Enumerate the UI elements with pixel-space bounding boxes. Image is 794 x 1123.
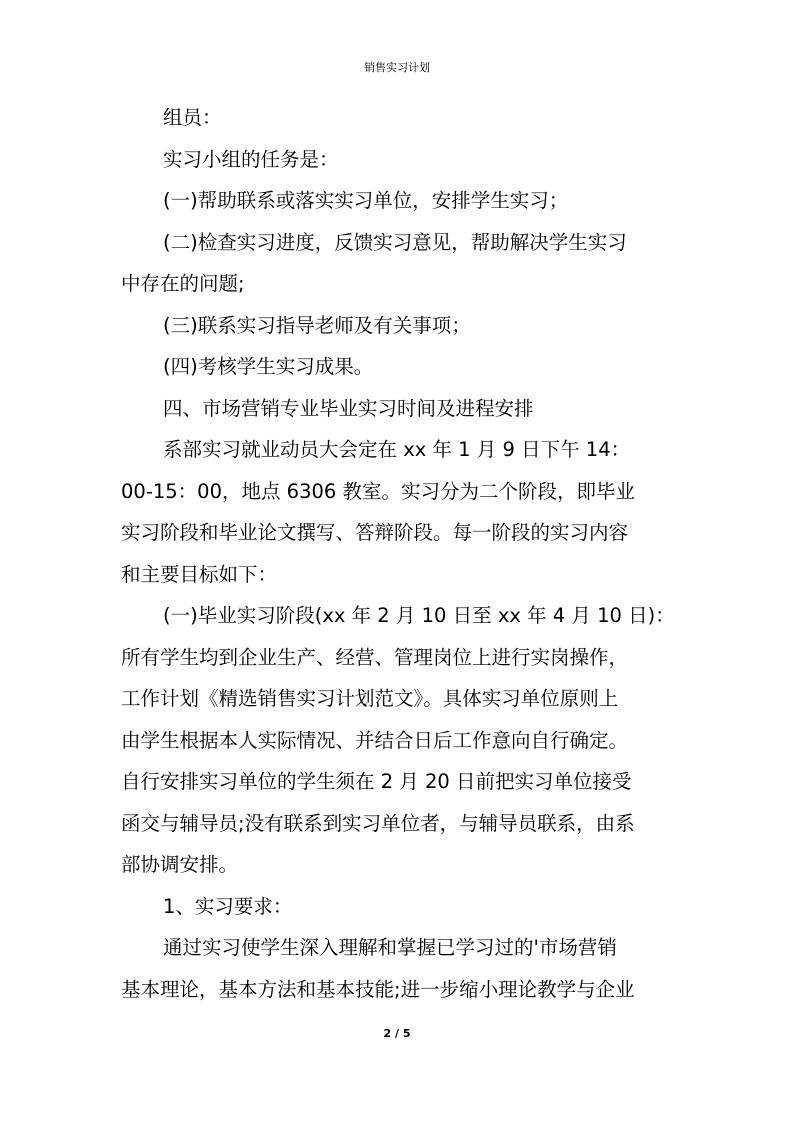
text-line: 系部实习就业动员大会定在 xx 年 1 月 9 日下午 14： xyxy=(163,438,631,461)
section-heading: 四、市场营销专业毕业实习时间及进程安排 xyxy=(163,396,534,420)
text-line: 部协调安排。 xyxy=(121,853,239,876)
text-line: (一)毕业实习阶段(xx 年 2 月 10 日至 xx 年 4 月 10 日)： xyxy=(163,604,675,627)
text-line: (一)帮助联系或落实实习单位，安排学生实习； xyxy=(163,189,569,212)
text-line: 和主要目标如下： xyxy=(121,562,278,586)
page-number: 2 / 5 xyxy=(383,1027,411,1040)
text-line: 所有学生均到企业生产、经营、管理岗位上进行实岗操作， xyxy=(121,645,629,669)
text-line: 中存在的问题; xyxy=(121,272,245,295)
text-line: 由学生根据本人实际情况、并结合日后工作意向自行确定。 xyxy=(121,728,629,752)
text-line: 基本理论，基本方法和基本技能;进一步缩小理论教学与企业 xyxy=(121,977,635,1001)
text-line: 通过实习使学生深入理解和掌握已学习过的'市场营销 xyxy=(163,936,617,959)
document-body xyxy=(121,97,681,1010)
text-line: 组员： xyxy=(163,106,222,129)
text-line: (三)联系实习指导老师及有关事项； xyxy=(163,313,471,337)
text-line: 工作计划《精选销售实习计划范文》。具体实习单位原则上 xyxy=(121,687,619,710)
text-line: 实习小组的任务是： xyxy=(163,147,339,171)
subsection-heading: 1、实习要求： xyxy=(163,894,293,918)
text-line: (二)检查实习进度，反馈实习意见，帮助解决学生实习 xyxy=(163,230,627,254)
page-header: 销售实习计划 xyxy=(364,61,430,74)
text-line: 00-15：00，地点 6306 教室。实习分为二个阶段，即毕业 xyxy=(121,479,635,503)
text-line: 函交与辅导员;没有联系到实习单位者，与辅导员联系，由系 xyxy=(121,811,635,835)
text-line: (四)考核学生实习成果。 xyxy=(163,355,374,378)
text-line: 实习阶段和毕业论文撰写、答辩阶段。每一阶段的实习内容 xyxy=(121,521,629,544)
text-line: 自行安排实习单位的学生须在 2 月 20 日前把实习单位接受 xyxy=(121,770,632,793)
